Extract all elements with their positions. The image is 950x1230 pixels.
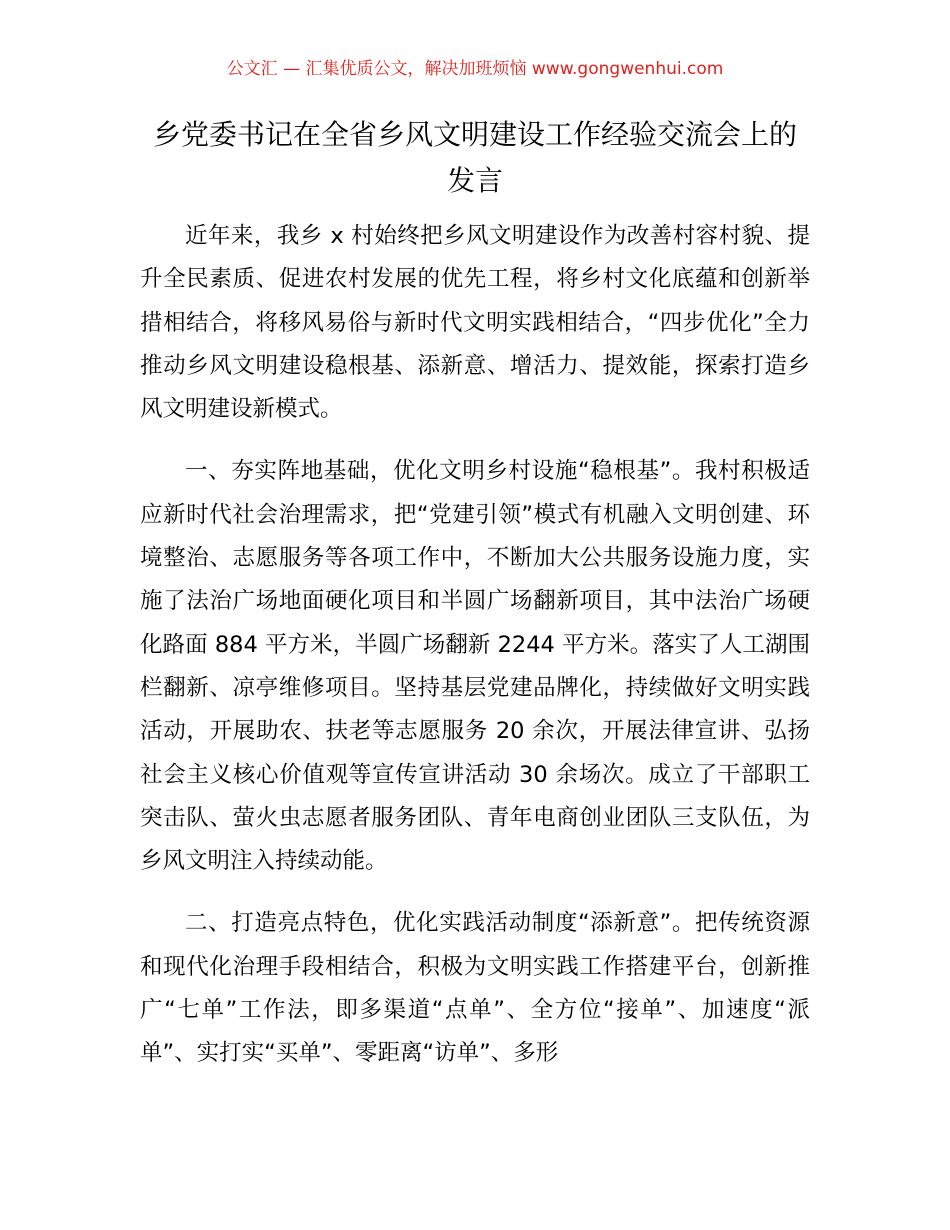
document-title: 乡党委书记在全省乡风文明建设工作经验交流会上的发言 — [152, 118, 797, 197]
paragraph-section-1: 一、夯实阵地基础，优化文明乡村设施“稳根基”。我村积极适应新时代社会治理需求，把“党建引领”模式有机融入文明创建、环境整治、志愿服务等各项工作中，不断加大公共服务设施力度，实施了法治广场地面硬化项目和半圆广场翻新项目，其中法治广场硬化路面 884 平方米，半圆广场翻新 2244 平方米。落实了人工湖围栏翻新、凉亭维修项目。坚持基层党建品牌化，持续做好文明实践活动，开展助农、扶老等志愿服务 20 余次，开展法律宣讲、弘扬社会主义核心价值观等宣传宣讲活动 30 余场次。成立了干部职工突击队、萤火虫志愿者服务团队、青年电商创业团队三支队伍，为乡风文明注入持续动能。 — [140, 458, 810, 875]
document-body — [140, 215, 810, 1095]
paragraph-section-2: 二、打造亮点特色，优化实践活动制度“添新意”。把传统资源和现代化治理手段相结合，积极为文明实践工作搭建平台，创新推广“七单”工作法，即多渠道“点单”、全方位“接单”、加速度“派单”、实打实“买单”、零距离“访单”、多形 — [140, 910, 810, 1067]
header-banner: 公文汇 — 汇集优质公文，解决加班烦恼 www.gongwenhui.com — [226, 59, 724, 79]
paragraph-intro: 近年来，我乡 x 村始终把乡风文明建设作为改善村容村貌、提升全民素质、促进农村发展的优先工程，将乡村文化底蕴和创新举措相结合，将移风易俗与新时代文明实践相结合，“四步优化”全力推动乡风文明建设稳根基、添新意、增活力、提效能，探索打造乡风文明建设新模式。 — [140, 223, 810, 423]
